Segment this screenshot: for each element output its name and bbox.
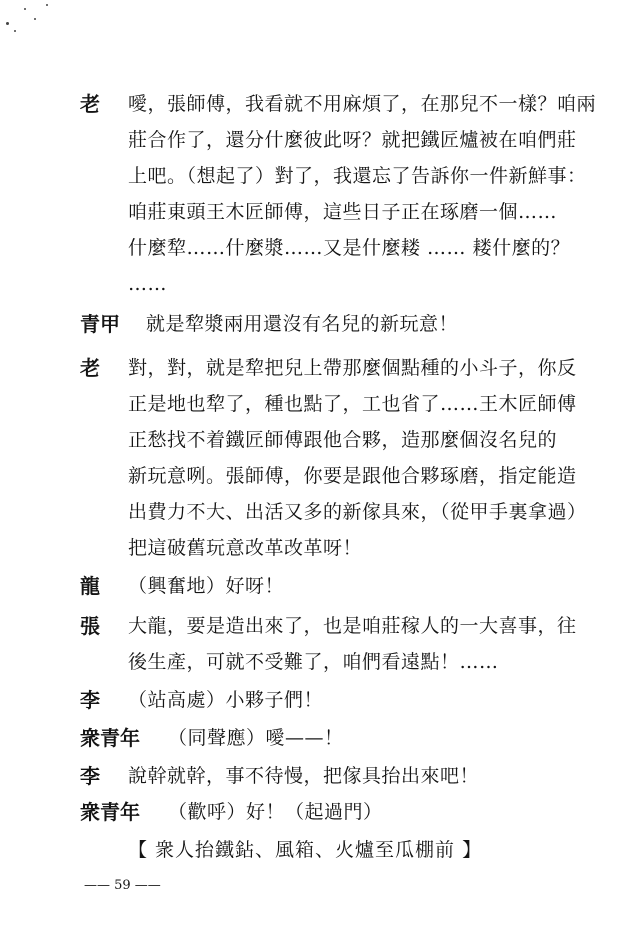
scan-speck <box>14 30 16 32</box>
speaker-name: 老 <box>80 92 100 116</box>
speaker-name: 青甲 <box>80 312 120 336</box>
page-number: —— 59 —— <box>84 878 161 893</box>
speaker-name: 張 <box>80 614 100 638</box>
speaker-name: 衆青年 <box>80 800 140 824</box>
dialogue-line: …… <box>128 273 167 295</box>
dialogue-line: 說幹就幹，事不待慢，把傢具抬出來吧！ <box>128 765 480 787</box>
dialogue-line: 正是地也犂了，種也點了，工也省了……王木匠師傅 <box>128 393 577 415</box>
dialogue-line: （站高處）小夥子們！ <box>128 689 324 711</box>
dialogue-line: （同聲應）噯——！ <box>168 727 344 749</box>
dialogue-line: 噯，張師傅，我看就不用麻煩了，在那兒不一樣？咱兩 <box>128 93 597 115</box>
dialogue-line: 上吧。（想起了）對了，我還忘了告訴你一件新鮮事： <box>128 165 587 187</box>
dialogue-line: （興奮地）好呀！ <box>128 575 285 597</box>
dialogue-line: 咱莊東頭王木匠師傅，這些日子正在琢磨一個…… <box>128 201 558 223</box>
dialogue-line: 出費力不大、出活又多的新傢具來，（從甲手裏拿過） <box>128 501 587 523</box>
dialogue-line: 把這破舊玩意改革改革呀！ <box>128 537 363 559</box>
dialogue-line: 就是犂漿兩用還沒有名兒的新玩意！ <box>146 313 459 335</box>
speaker-name: 老 <box>80 356 100 380</box>
dialogue-line: 什麼犂……什麼漿……又是什麼耧 …… 耧什麼的？ <box>128 237 571 259</box>
dialogue-line: 新玩意咧。張師傅，你要是跟他合夥琢磨，指定能造 <box>128 465 577 487</box>
scan-speck <box>24 8 26 10</box>
scan-speck <box>46 4 48 6</box>
dialogue-line: 莊合作了，還分什麼彼此呀？就把鐵匠爐被在咱們莊 <box>128 129 577 151</box>
speaker-name: 衆青年 <box>80 726 140 750</box>
speaker-name: 李 <box>80 688 100 712</box>
speaker-name: 李 <box>80 764 100 788</box>
dialogue-line: 後生產，可就不受難了，咱們看遠點！…… <box>128 651 499 673</box>
dialogue-line: （歡呼）好！（起過門） <box>168 801 383 823</box>
dialogue-line: 對，對，就是犂把兒上帶那麼個點種的小斗子，你反 <box>128 357 577 379</box>
stage-direction: 【 衆人抬鐵鉆、風箱、火爐至瓜棚前 】 <box>128 839 483 861</box>
speaker-name: 龍 <box>80 574 100 598</box>
scan-speck <box>34 18 36 20</box>
dialogue-line: 正愁找不着鐵匠師傅跟他合夥，造那麼個沒名兒的 <box>128 429 558 451</box>
scan-speck <box>6 22 9 25</box>
dialogue-line: 大龍，要是造出來了，也是咱莊稼人的一大喜事，往 <box>128 615 577 637</box>
